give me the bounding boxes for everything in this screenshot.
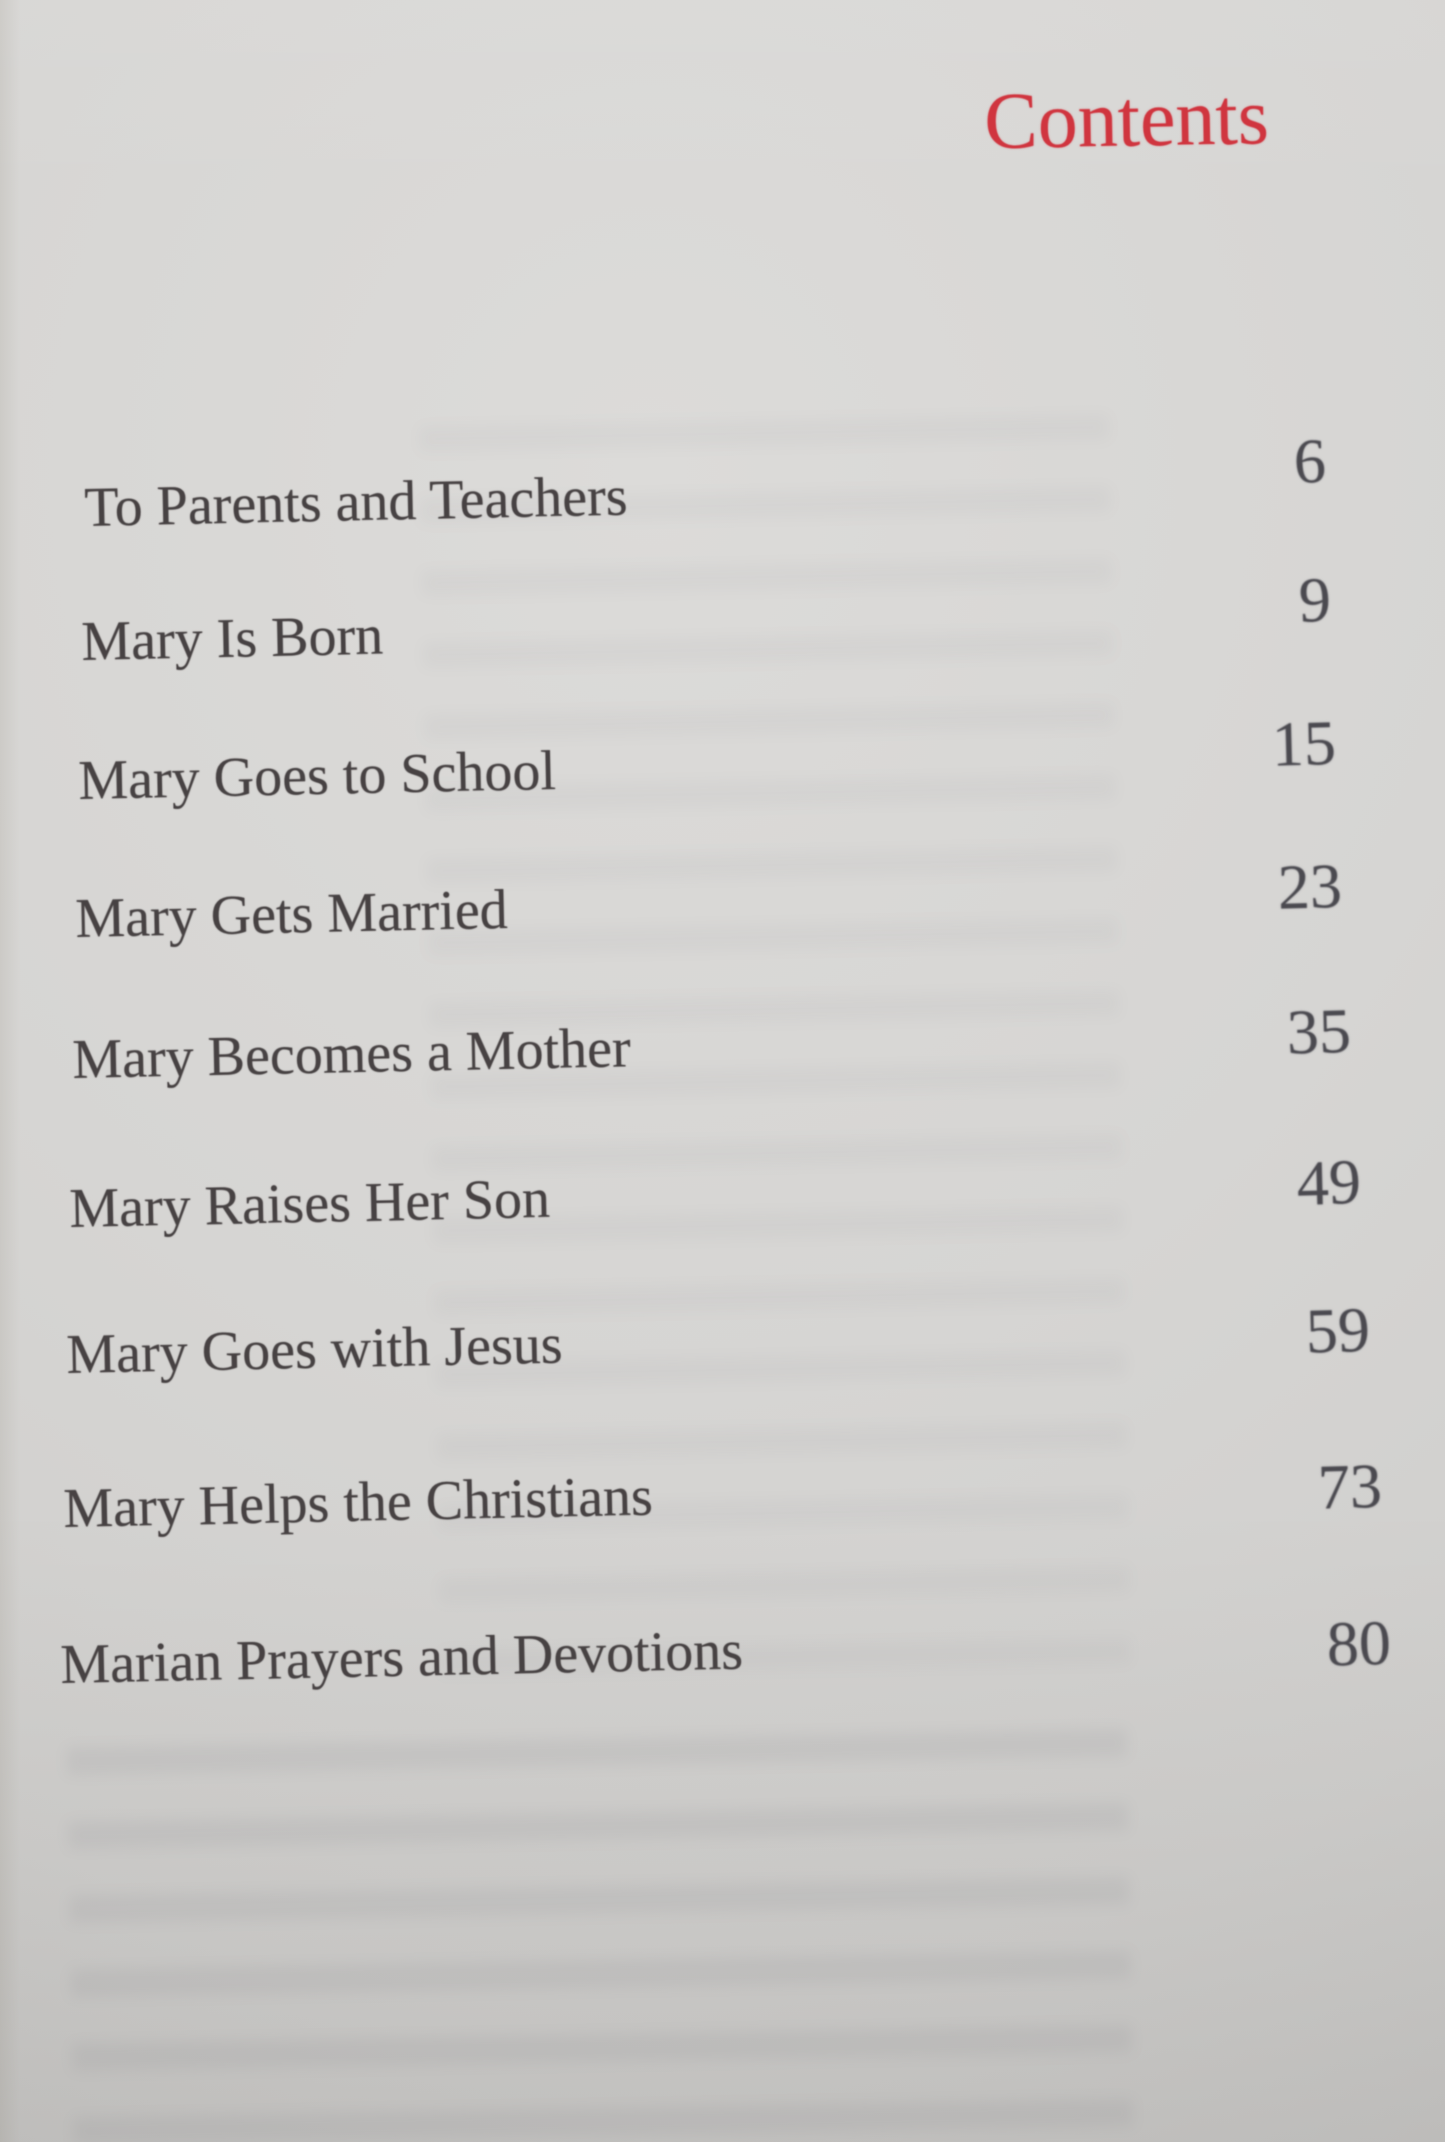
toc-entry-title: Mary Is Born <box>80 604 384 673</box>
toc-entry-title: Mary Gets Married <box>74 878 509 950</box>
toc-entry-title: Mary Raises Her Son <box>68 1167 551 1240</box>
toc-entry-title: To Parents and Teachers <box>83 465 629 539</box>
toc-entry-page: 59 <box>1304 1294 1371 1367</box>
toc-entry-title: Marian Prayers and Devotions <box>59 1619 744 1696</box>
toc-entry-title: Mary Goes with Jesus <box>65 1313 564 1386</box>
toc-entry-page: 23 <box>1276 850 1343 923</box>
page-title: Contents <box>983 73 1270 166</box>
toc-entry-page: 9 <box>1297 564 1332 636</box>
toc-entry-page: 35 <box>1285 995 1352 1068</box>
toc-entry-page: 15 <box>1270 707 1337 780</box>
toc-entry-page: 80 <box>1325 1607 1392 1680</box>
toc-entry-page: 49 <box>1295 1146 1362 1219</box>
toc-entry-title: Mary Becomes a Mother <box>71 1017 632 1091</box>
toc-entry-page: 73 <box>1316 1450 1383 1523</box>
toc-entry-page: 6 <box>1292 425 1327 497</box>
toc-entry-title: Mary Goes to School <box>77 740 557 812</box>
toc-entry-title: Mary Helps the Christians <box>62 1465 654 1540</box>
